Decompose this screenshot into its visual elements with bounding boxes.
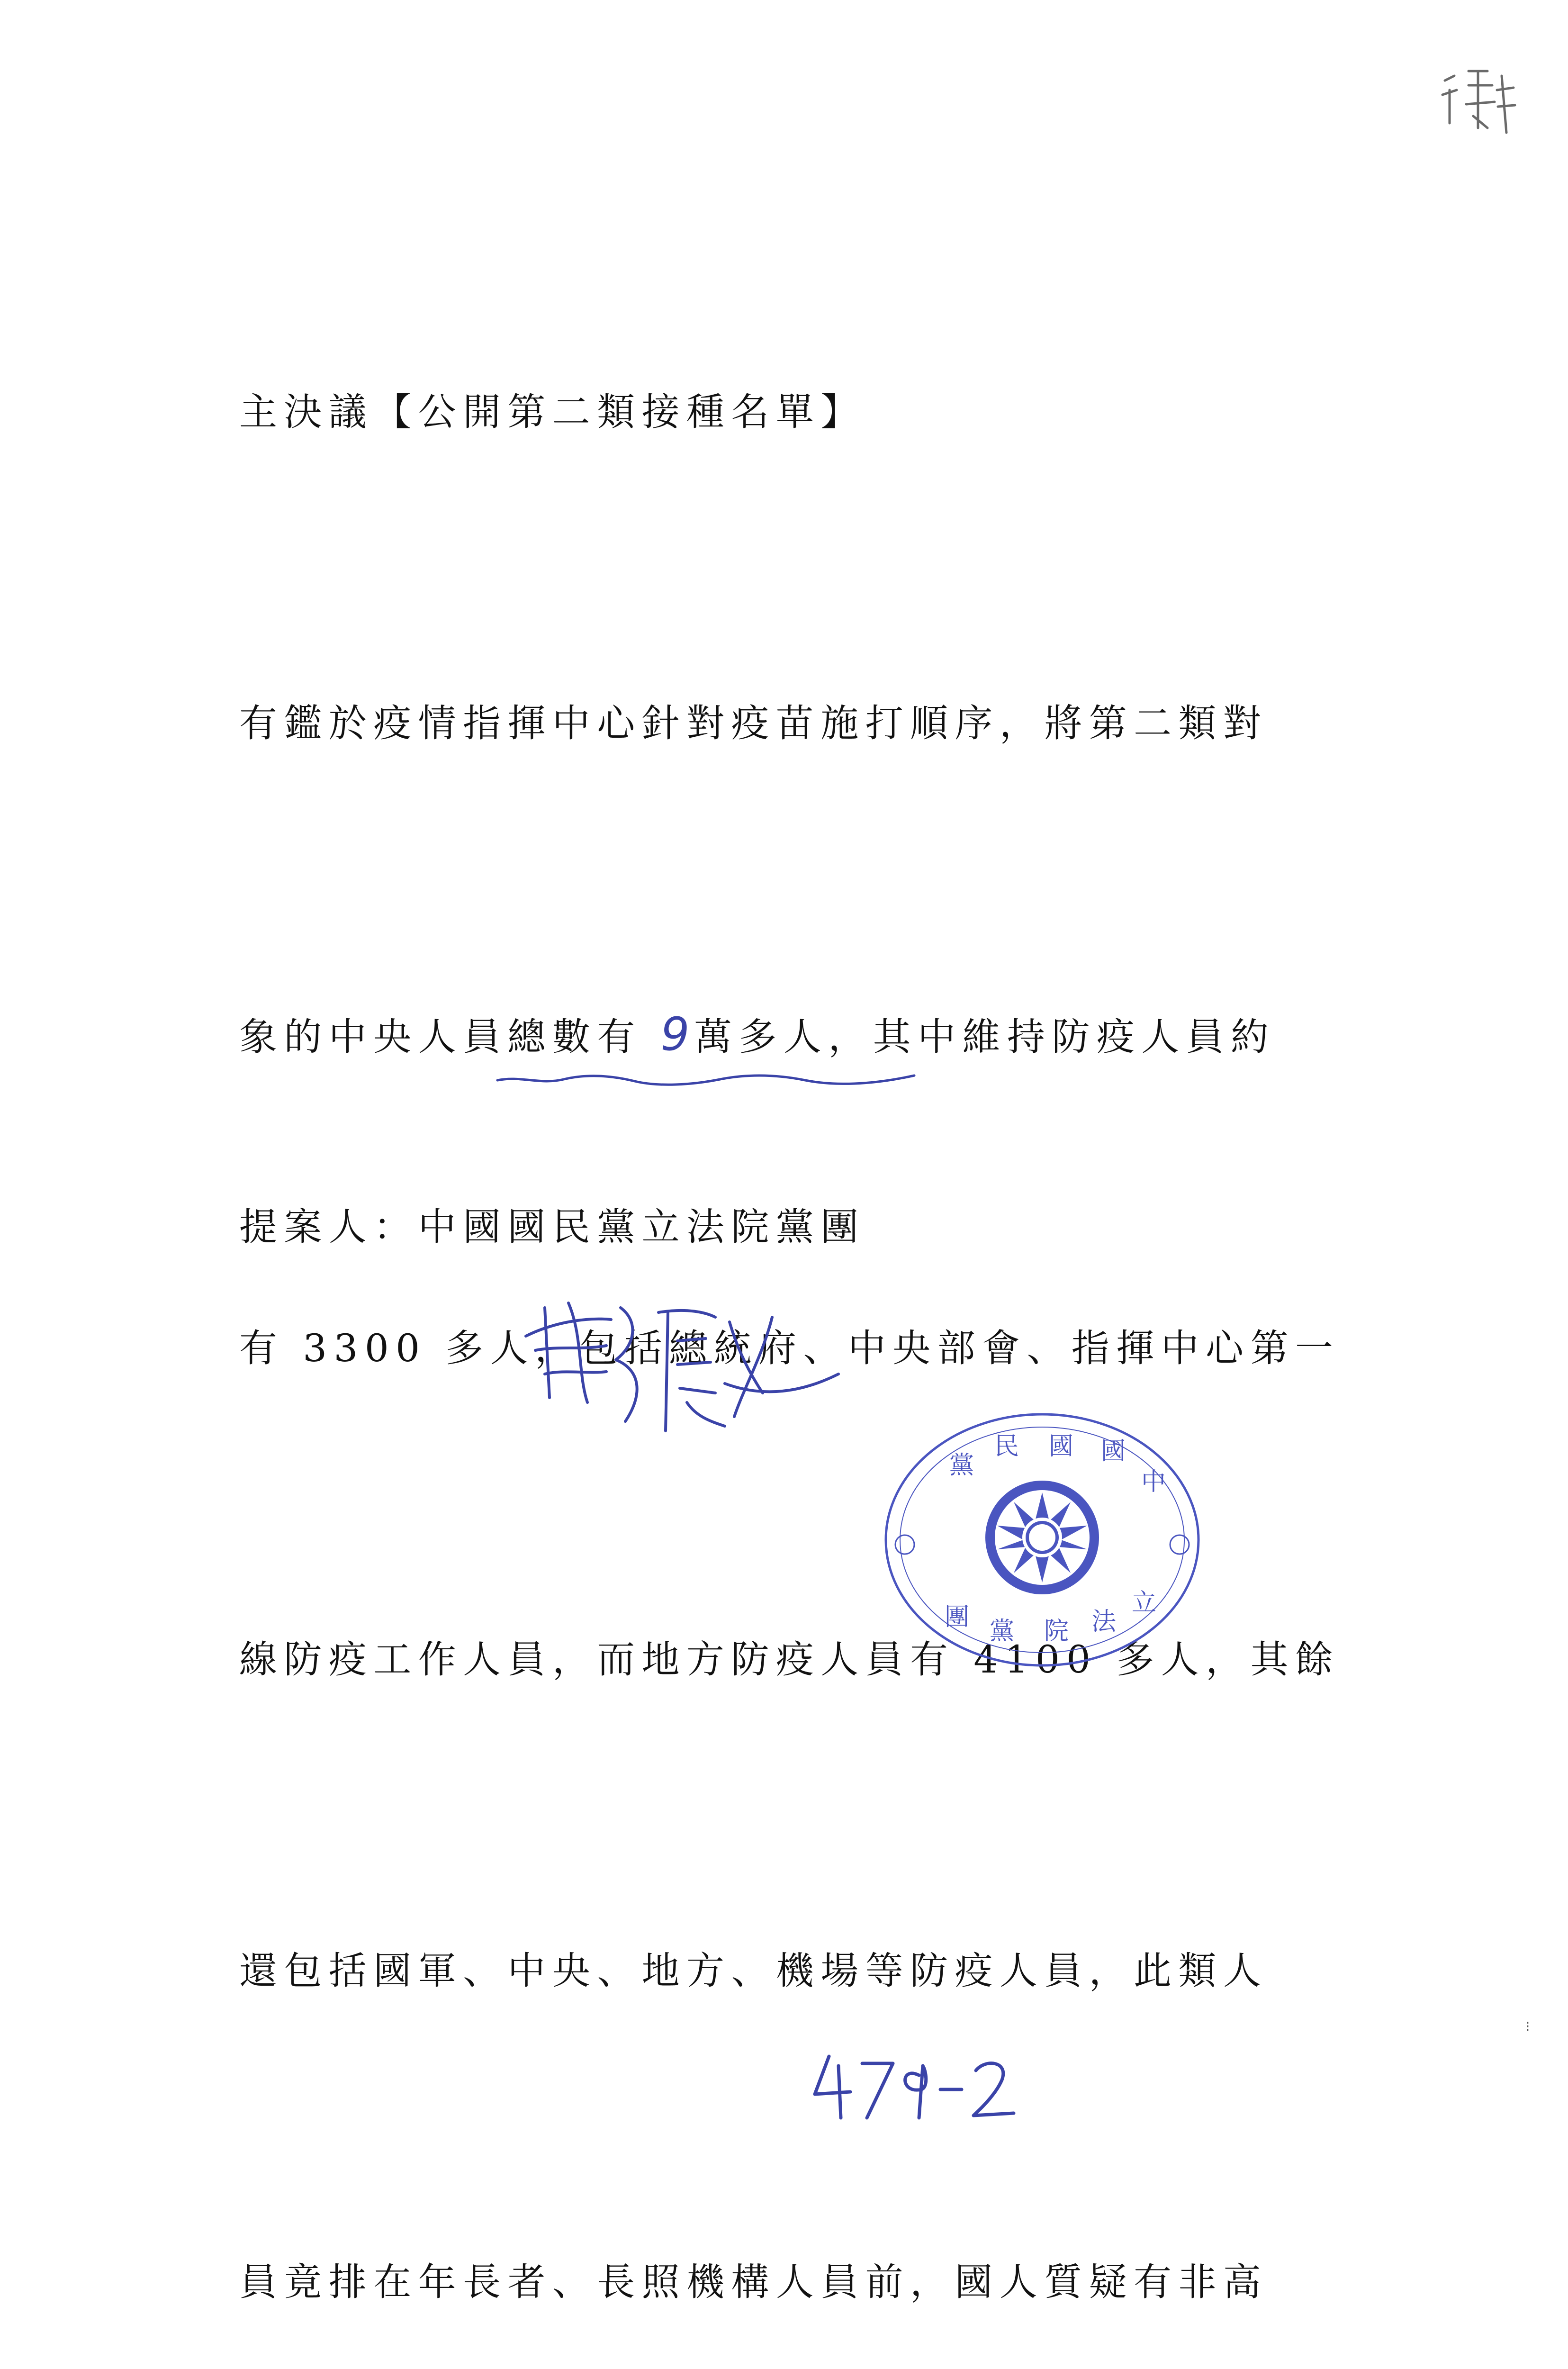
- handwritten-underline: [493, 1061, 919, 1099]
- svg-text:法: 法: [1091, 1608, 1117, 1636]
- svg-text:國: 國: [1048, 1432, 1074, 1461]
- handwritten-top-mark: [1435, 62, 1521, 142]
- handwritten-number: 9: [660, 1008, 694, 1061]
- body-line: 有 3300 多人，包括總統府、中央部會、指揮中心第一: [239, 1326, 1340, 1370]
- svg-text:國: 國: [1100, 1437, 1126, 1465]
- svg-text:黨: 黨: [989, 1617, 1015, 1646]
- handwritten-page-number: [805, 2037, 1023, 2132]
- svg-text:院: 院: [1044, 1617, 1069, 1646]
- body-line: 員竟排在年長者、長照機構人員前，國人質疑有非高: [239, 2260, 1268, 2304]
- svg-text:中: 中: [1141, 1468, 1166, 1496]
- svg-text:立: 立: [1131, 1589, 1157, 1617]
- svg-text:團: 團: [944, 1603, 970, 1631]
- body-line: 還包括國軍、中央、地方、機場等防疫人員，此類人: [239, 1949, 1268, 1993]
- document-title: 主決議【公開第二類接種名單】: [239, 390, 865, 434]
- body-line: 有鑑於疫情指揮中心針對疫苗施打順序，將第二類對: [239, 701, 1268, 745]
- document-body: [239, 153, 1348, 2369]
- proposer-line: 提案人：中國國民黨立法院黨團: [239, 1205, 865, 1249]
- body-line: 線防疫工作人員，而地方防疫人員有 4100 多人，其餘: [239, 1637, 1340, 1682]
- party-seal: [876, 1402, 1208, 1677]
- handwritten-signature: [516, 1279, 848, 1459]
- svg-text:黨: 黨: [949, 1451, 974, 1480]
- body-line: 象的中央人員總數有 9萬多人，其中維持防疫人員約: [239, 1008, 1276, 1061]
- svg-text:民: 民: [994, 1432, 1019, 1461]
- margin-mark: ⁝: [1525, 2018, 1530, 2035]
